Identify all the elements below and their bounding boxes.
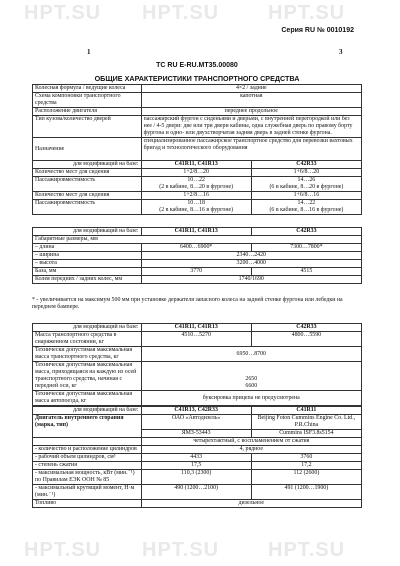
- cell-value: четырехтактный, с воспламенением от сжатия: [141, 438, 361, 446]
- cell-value: Cummins ISF3.8s5154: [251, 430, 361, 438]
- table-row: [33, 470, 362, 485]
- cell-value: 1+2/8…16: [141, 192, 251, 200]
- cell-value: 1+6/8…16: [251, 192, 361, 200]
- cell-value: 490 (1200…2100): [141, 485, 251, 500]
- cell-value: пассажирский фургон с сиденьями и дверьми, с внутренней перегородкой или без нее / 4-5 двери: две или три двери кабины, одна служебная дверь по правому борту фургона и одно- или двухстворчатая задняя дверь в задней стенке фургона.: [141, 116, 361, 138]
- mod-label: для модификаций на базе:: [33, 407, 142, 415]
- cell-value: буксировка прицепа не предусмотрена: [141, 391, 361, 406]
- table-row: [33, 93, 362, 108]
- table-row: [33, 116, 362, 138]
- table-row: [33, 236, 362, 244]
- table-row: [33, 438, 362, 446]
- table-row: [33, 500, 362, 508]
- table-row: [33, 192, 362, 200]
- cell-label: – высота: [33, 260, 142, 268]
- cell-label: Технически допустимая максимальная масса, приходящаяся на каждую из осей транспортного средства, начиная с передней оси, кг: [33, 362, 142, 391]
- cell-value: переднее продольное: [141, 108, 361, 116]
- cell-value: дизельное: [141, 500, 361, 508]
- cell-label: - степень сжатия: [33, 462, 142, 470]
- cell-value: 4515: [251, 268, 361, 276]
- mod-a: C41R13, C42R33: [141, 407, 251, 415]
- cell-value: 10…22 (2 в кабине, 8…20 в фургоне): [141, 177, 251, 192]
- cell-value: Beijing Foton Cummins Engine Co. Ltd., P.R.China: [251, 415, 361, 430]
- cell-value: 14…22 (6 в кабине, 8…16 в фургоне): [251, 200, 361, 215]
- table-row: [33, 177, 362, 192]
- cell-value: 2650 6600: [141, 362, 361, 391]
- cell-label: Технически допустимая максимальная масса транспортного средства, кг: [33, 347, 142, 362]
- cell-label: [33, 438, 142, 446]
- cell-label: Количество мест для сидения: [33, 169, 142, 177]
- table-row: [33, 260, 362, 268]
- cell-label: - количество и расположение цилиндров: [33, 446, 142, 454]
- table-row: [33, 108, 362, 116]
- cell-label: Расположение двигателя: [33, 108, 142, 116]
- cell-label: Колея передних / задних колес, мм: [33, 276, 142, 284]
- series-number: Серия RU № 0010192: [281, 27, 354, 34]
- mod-label: для модификаций на базе:: [33, 324, 142, 332]
- table-row: [33, 324, 362, 332]
- cell-value: 6400…6900*: [141, 244, 251, 252]
- mod-a: C41R11, C41R13: [141, 161, 251, 169]
- cell-label: Схема компоновки транспортного средства: [33, 93, 142, 108]
- cell-label: Пассажировместимость: [33, 177, 142, 192]
- table-row: [33, 138, 362, 161]
- page-title: ОБЩИЕ ХАРАКТЕРИСТИКИ ТРАНСПОРТНОГО СРЕДСТВА: [94, 74, 300, 83]
- cell-value: 110,3 (2300): [141, 470, 251, 485]
- cell-label: – длина: [33, 244, 142, 252]
- cell-value: 491 (1200…1900): [251, 485, 361, 500]
- mod-label: для модификаций на базе:: [33, 228, 142, 236]
- mod-b: C41R11: [251, 407, 361, 415]
- page-number-left: 1: [87, 48, 91, 56]
- cell-label: - рабочий объем цилиндров, см³: [33, 454, 142, 462]
- table-row: [33, 161, 362, 169]
- page-number-right: 3: [339, 48, 343, 56]
- mod-label: для модификаций на базе:: [33, 161, 142, 169]
- cell-label: Назначение: [33, 138, 142, 161]
- cell-value: 3200…4000: [141, 260, 361, 268]
- table-row: [33, 362, 362, 391]
- table-row: [33, 485, 362, 500]
- watermark: HPT.SU: [24, 539, 102, 561]
- cell-value: 17,5: [141, 462, 251, 470]
- cell-label: Топливо: [33, 500, 142, 508]
- mod-b: C42R33: [251, 324, 361, 332]
- table-row: [33, 407, 362, 415]
- table-row: [33, 268, 362, 276]
- cell-label: Тип кузова/количество дверей: [33, 116, 142, 138]
- cell-value: 112 (2600): [251, 470, 361, 485]
- cell-value: капотная: [141, 93, 361, 108]
- table-row: [33, 169, 362, 177]
- cell-value: 4433: [141, 454, 251, 462]
- table-row: [33, 276, 362, 284]
- cell-label: – ширина: [33, 252, 142, 260]
- cell-value: 7300…7800*: [251, 244, 361, 252]
- cell-value: 4800…5590: [251, 332, 361, 347]
- footnote: * - увеличивается на максимум 500 мм при установке держателя запасного колеса на задней стенке фургона или лебедки на переднем бампере.: [32, 297, 343, 310]
- table-row: [33, 244, 362, 252]
- table-row: [33, 252, 362, 260]
- mass-table: [32, 323, 362, 406]
- cell-value: 4, рядное: [141, 446, 361, 454]
- table-row: [33, 85, 362, 93]
- cell-label: - максимальная мощность, кВт (мин.⁻¹) по Правилам ЕЭК ООН № 85: [33, 470, 142, 485]
- table-row: [33, 228, 362, 236]
- cell-label: Количество мест для сидения: [33, 192, 142, 200]
- general-table: [32, 84, 362, 215]
- table-row: [33, 391, 362, 406]
- cell-value: 2340…2420: [141, 252, 361, 260]
- cell-value: 1+6/8…20: [251, 169, 361, 177]
- cell-value: 3760: [251, 454, 361, 462]
- cell-value: 17,2: [251, 462, 361, 470]
- cell-value: 3770: [141, 268, 251, 276]
- table-row: [33, 347, 362, 362]
- table-row: [33, 446, 362, 454]
- table-row: [33, 462, 362, 470]
- watermark: HPT.SU: [24, 2, 102, 24]
- watermark: HPT.SU: [142, 539, 220, 561]
- cell-value: 6950…8700: [141, 347, 361, 362]
- cell-value: специализированное пассажирское транспортное средство для перевозки вахтовых бригад и технологического оборудования: [141, 138, 361, 161]
- watermark: HPT.SU: [268, 2, 346, 24]
- cell-value: ОАО «Автодизель»: [141, 415, 251, 430]
- cell-label: Масса транспортного средства в снаряженном состоянии, кг: [33, 332, 142, 347]
- cell-value: 4510…5270: [141, 332, 251, 347]
- mod-a: C41R11, C41R13: [141, 228, 251, 236]
- mod-b: C42R33: [251, 228, 361, 236]
- cell-label: Двигатель внутреннего сгорания (марка, тип): [33, 415, 142, 438]
- cell-value: 1740/1690: [141, 276, 361, 284]
- table-row: [33, 200, 362, 215]
- table-row: [33, 332, 362, 347]
- mod-b: C42R33: [251, 161, 361, 169]
- doc-code: TC RU E-RU.MT35.00080: [156, 62, 238, 69]
- dimensions-table: [32, 227, 362, 284]
- cell-value: 14…26 (6 в кабине, 8…20 в фургоне): [251, 177, 361, 192]
- cell-label: База, мм: [33, 268, 142, 276]
- cell-label: Габаритные размеры, мм: [33, 236, 362, 244]
- engine-table: [32, 406, 362, 508]
- table-row: [33, 454, 362, 462]
- cell-label: Пассажировместимость: [33, 200, 142, 215]
- cell-value: ЯМЗ-53443: [141, 430, 251, 438]
- cell-label: Колесная формула / ведущие колеса: [33, 85, 142, 93]
- cell-label: - максимальный крутящий момент, Н·м (мин.⁻¹): [33, 485, 142, 500]
- cell-value: 10…18 (2 в кабине, 8…16 в фургоне): [141, 200, 251, 215]
- mod-a: C41R11, C41R13: [141, 324, 251, 332]
- table-row: [33, 415, 362, 430]
- cell-value: 1+2/8…20: [141, 169, 251, 177]
- watermark: HPT.SU: [142, 2, 220, 24]
- watermark: HPT.SU: [268, 539, 346, 561]
- cell-label: Технически допустимая максимальная масса автопоезда, кг: [33, 391, 142, 406]
- cell-value: 4×2 / задние: [141, 85, 361, 93]
